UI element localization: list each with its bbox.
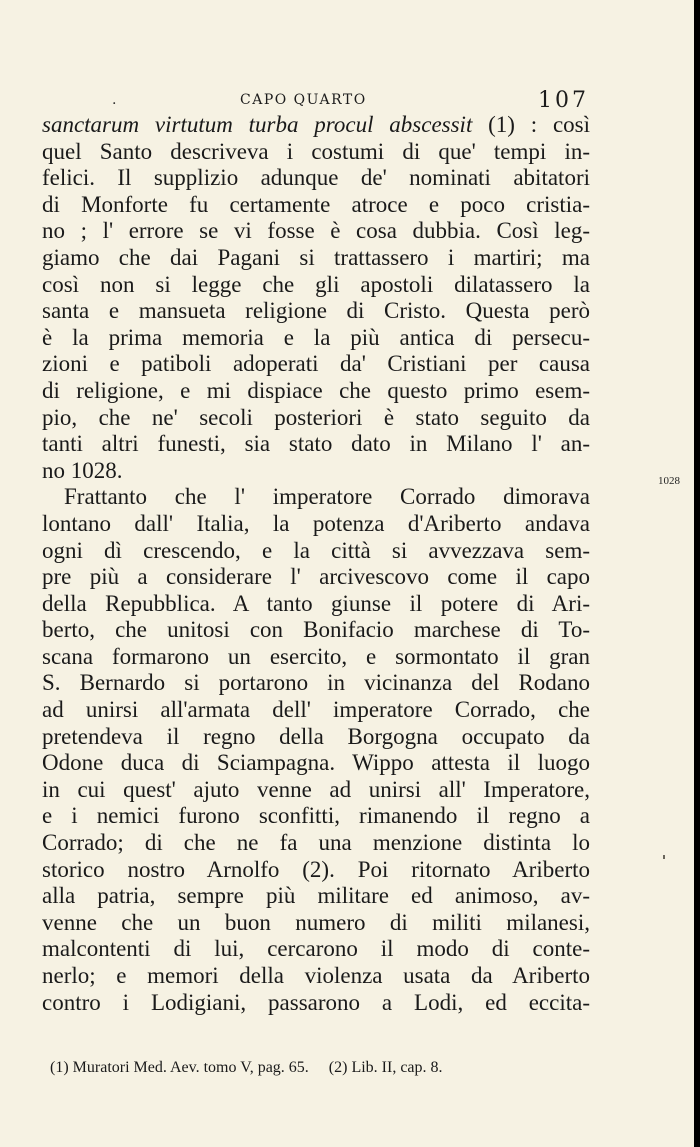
header-ornament: . bbox=[112, 92, 117, 108]
text-line: no 1028. bbox=[42, 457, 123, 483]
text-line: pre più a considerare l' arcivescovo come il capo bbox=[42, 564, 590, 590]
running-head bbox=[0, 88, 694, 113]
text-line: santa e mansueta religione di Cristo. Questa però bbox=[42, 298, 590, 324]
text-line: Odone duca di Sciampagna. Wippo attesta il luogo bbox=[42, 750, 590, 776]
margin-year-note: 1028 bbox=[658, 475, 680, 487]
page-number: 107 bbox=[538, 88, 589, 113]
text-line: felici. Il supplizio adunque de' nominati abitatori bbox=[42, 165, 590, 191]
text-line: zioni e patiboli adoperati da' Cristiani per causa bbox=[42, 351, 590, 377]
footnote-2: (2) Lib. II, cap. 8. bbox=[328, 1059, 443, 1076]
footnote-1: (1) Muratori Med. Aev. tomo V, pag. 65. bbox=[50, 1059, 309, 1076]
chapter-title: CAPO QUARTO bbox=[240, 92, 367, 108]
text-line: ad unirsi all'armata dell' imperatore Corrado, che bbox=[42, 697, 590, 723]
text-line: Corrado; di che ne fa una menzione distinta lo bbox=[42, 830, 590, 856]
text-line: S. Bernardo si portarono in vicinanza del Rodano bbox=[42, 670, 590, 696]
text-line: berto, che unitosi con Bonifacio marchese di To- bbox=[42, 617, 590, 643]
footnote-reference: (1) : così bbox=[472, 112, 590, 137]
text-line: malcontenti di lui, cercarono il modo di conte- bbox=[42, 936, 590, 962]
text-line: scana formarono un esercito, e sormontato il gran bbox=[42, 643, 590, 669]
text-line: ogni dì crescendo, e la città si avvezzava sem- bbox=[42, 537, 590, 563]
text-line: di Monforte fu certamente atroce e poco cristia- bbox=[42, 191, 590, 217]
text-line: Frattanto che l' imperatore Corrado dimorava bbox=[64, 484, 590, 510]
text-line: della Repubblica. A tanto giunse il potere di Ari- bbox=[42, 590, 590, 616]
latin-quotation: sanctarum virtutum turba procul abscessit bbox=[42, 112, 473, 137]
text-line: e i nemici furono sconfitti, rimanendo il regno a bbox=[42, 803, 590, 829]
text-line: quel Santo descriveva i costumi di que' tempi in- bbox=[42, 138, 590, 164]
text-line: lontano dall' Italia, la potenza d'Ariberto andava bbox=[42, 510, 590, 536]
text-line: tanti altri funesti, sia stato dato in Milano l' an- bbox=[42, 431, 590, 457]
text-line: venne che un buon numero di militi milanesi, bbox=[42, 909, 590, 935]
body-text bbox=[42, 112, 590, 1016]
text-line: così non si legge che gli apostoli dilatassero la bbox=[42, 271, 590, 297]
text-line bbox=[42, 112, 590, 139]
text-line: di religione, e mi dispiace che questo primo esem- bbox=[42, 377, 590, 403]
text-line: pretendeva il regno della Borgogna occupato da bbox=[42, 723, 590, 749]
text-line: pio, che ne' secoli posteriori è stato seguito da bbox=[42, 404, 590, 430]
text-line: in cui quest' ajuto venne ad unirsi all' Imperatore, bbox=[42, 776, 590, 802]
margin-mark bbox=[663, 855, 665, 859]
text-line: nerlo; e memori della violenza usata da Ariberto bbox=[42, 963, 590, 988]
text-line: contro i Lodigiani, passarono a Lodi, ed eccita- bbox=[42, 989, 590, 1015]
text-line: no ; l' errore se vi fosse è cosa dubbia. Così leg- bbox=[42, 218, 590, 244]
text-line: giamo che dai Pagani si trattassero i martiri; ma bbox=[42, 244, 590, 270]
footnotes bbox=[50, 1059, 590, 1077]
text-line: è la prima memoria e la più antica di persecu- bbox=[42, 324, 590, 350]
text-line: alla patria, sempre più militare ed animoso, av- bbox=[42, 883, 590, 909]
text-line: storico nostro Arnolfo (2). Poi ritornato Ariberto bbox=[42, 856, 590, 882]
